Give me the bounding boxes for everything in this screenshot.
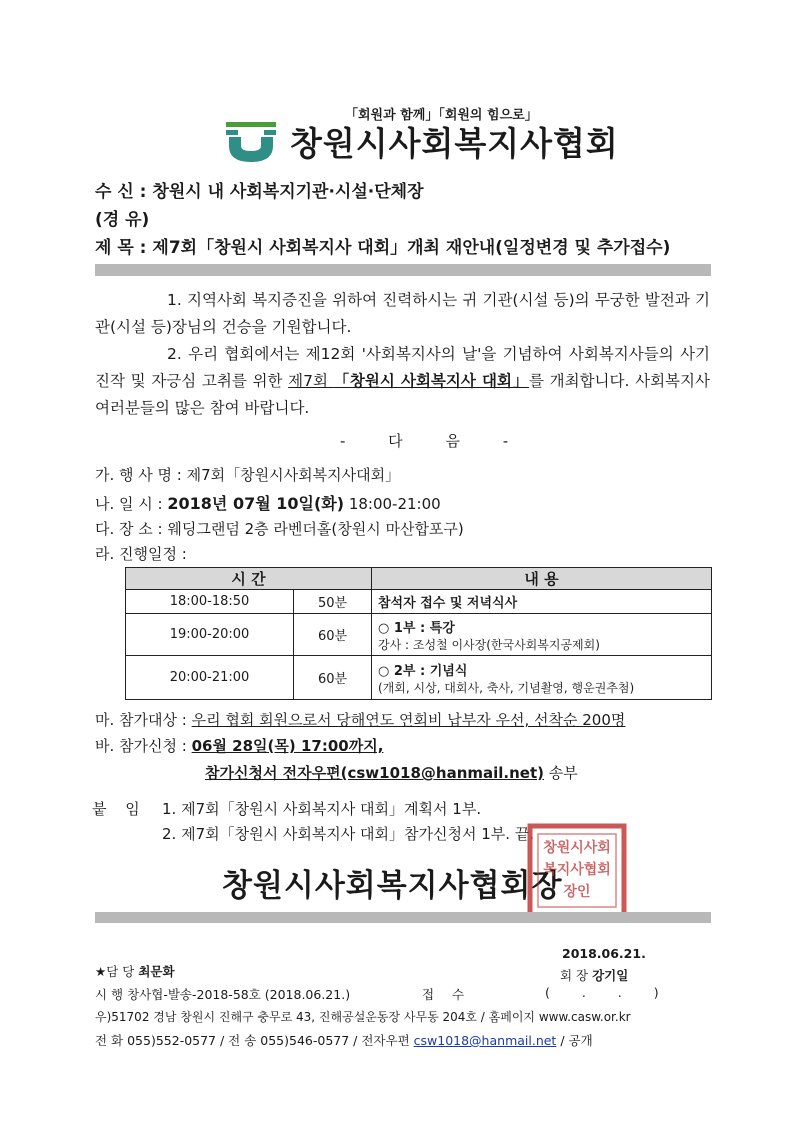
footer-divider (95, 912, 711, 923)
event-time: 18:00-21:00 (348, 495, 441, 513)
disclosure: / 공개 (560, 1033, 593, 1048)
slogan: 「회원과 함께」「회원의 힘으로」 (345, 108, 538, 123)
application-method (205, 762, 578, 783)
row-duration: 60분 (294, 656, 372, 700)
signature-title: 창원시사회복지사협회장 (222, 868, 563, 904)
official-seal-icon (527, 823, 627, 918)
via-line: (경 유) (95, 210, 150, 230)
president-label: 회 장 (560, 968, 589, 983)
application-method-tail: 송부 (544, 764, 578, 782)
subject: 제7회「창원시 사회복지사 대회」개최 재안내(일정변경 및 추가접수) (152, 238, 671, 258)
table-row (126, 590, 712, 614)
receipt-label: 접 수 (422, 987, 465, 1002)
attachment-2: 2. 제7회「창원시 사회복지사 대회」참가신청서 1부. 끝. (162, 825, 535, 843)
eligibility: 우리 협회 회원으로서 당해연도 연회비 납부자 우선, 선착순 200명 (191, 711, 626, 729)
phone-fax: 전 화 055)552-0577 / 전 송 055)546-0577 / 전자우편 (95, 1033, 410, 1048)
row-time: 19:00-20:00 (126, 614, 294, 656)
subject-label: 제 목 : (95, 238, 147, 258)
venue: 웨딩그랜덤 2층 라벤더홀(창원시 마산합포구) (167, 520, 464, 538)
email-link[interactable]: csw1018@hanmail.net (413, 1033, 557, 1048)
application-method-email: 참가신청서 전자우편(csw1018@hanmail.net) (205, 764, 545, 782)
recipient-line (95, 177, 424, 202)
table-row (126, 614, 712, 656)
venue-label: 다. 장 소 : (95, 520, 163, 538)
application-line (95, 735, 383, 756)
paragraph-2 (95, 341, 710, 422)
date-line (95, 491, 441, 514)
address-line: 우)51702 경남 창원시 진해구 충무로 43, 진해공설운동장 사무동 204호 / 홈페이지 www.casw.or.kr (95, 1010, 631, 1024)
row-content (372, 614, 712, 656)
header-divider (95, 264, 711, 276)
application-deadline: 06월 28일(목) 17:00까지, (191, 737, 384, 755)
application-label: 바. 참가신청 : (95, 737, 187, 755)
row-content (372, 656, 712, 700)
table-row (126, 656, 712, 700)
header-time: 시 간 (126, 568, 372, 590)
row-content: 참석자 접수 및 저녁식사 (372, 590, 712, 614)
paragraph-2-text: 2. 우리 협회에서는 제12회 '사회복지사의 날'을 기념하여 사회복지사들의 사기진작 및 자긍심 고취를 위한 (95, 345, 710, 390)
manager-name: 최문화 (138, 964, 175, 979)
row-duration: 60분 (294, 614, 372, 656)
paragraph-2-tail: 를 개최합니다. 사회복지사 여러분들의 많은 참여 바랍니다. (95, 372, 710, 417)
seal-text: 창원시사회복지사협회장인 (543, 840, 611, 900)
header-content: 내 용 (372, 568, 712, 590)
event-label: 가. 행 사 명 : (95, 466, 182, 484)
da-eum-heading: - 다 음 - (340, 432, 509, 450)
event-name-line (95, 464, 400, 485)
row-time: 20:00-21:00 (126, 656, 294, 700)
receipt-blank: ( . . ) (545, 985, 659, 1000)
president-line (560, 966, 628, 984)
association-logo-icon (226, 122, 276, 162)
president-name: 강기일 (592, 968, 629, 983)
row-duration: 50분 (294, 590, 372, 614)
eligibility-line (95, 709, 625, 730)
schedule-header-row (126, 568, 712, 590)
row-detail: 강사 : 조성철 이사장(한국사회복지공제회) (378, 637, 600, 652)
event-date: 2018년 07월 10일(화) (167, 494, 345, 513)
event-name: 제7회「창원시사회복지사대회」 (186, 466, 401, 484)
attachments-label: 붙 임 (92, 800, 140, 818)
eligibility-label: 마. 참가대상 : (95, 711, 187, 729)
row-title: ○ 1부 : 특강 (378, 620, 455, 636)
row-detail: (개회, 시상, 대회사, 축사, 기념촬영, 행운권추첨) (378, 680, 635, 695)
schedule-label: 라. 진행일정 : (95, 545, 187, 563)
manager-line (95, 962, 175, 980)
date-label: 나. 일 시 : (95, 495, 163, 513)
paragraph-1: 1. 지역사회 복지증진을 위하여 진력하시는 귀 기관(시설 등)의 무궁한 발전과 기관(시설 등)장님의 건승을 기원합니다. (95, 291, 710, 336)
paragraph-2-emphasis: 제7회 「창원시 사회복지사 대회」 (288, 372, 529, 390)
issue-date: 2018.06.21. (562, 946, 646, 961)
schedule-table (125, 567, 712, 700)
subject-line (95, 233, 670, 258)
recipient: 창원시 내 사회복지기관·시설·단체장 (152, 182, 424, 202)
venue-line (95, 518, 464, 539)
attachment-1: 1. 제7회「창원시 사회복지사 대회」계획서 1부. (162, 800, 482, 818)
contact-line (95, 1031, 593, 1049)
manager-label: ★담 당 (95, 964, 135, 979)
enforcement-number: 시 행 창사협-발송-2018-58호 (2018.06.21.) (95, 987, 351, 1002)
row-title: ○ 2부 : 기념식 (378, 663, 468, 679)
recipient-label: 수 신 : (95, 182, 147, 202)
org-title: 창원시사회복지사협회 (290, 124, 619, 163)
row-time: 18:00-18:50 (126, 590, 294, 614)
